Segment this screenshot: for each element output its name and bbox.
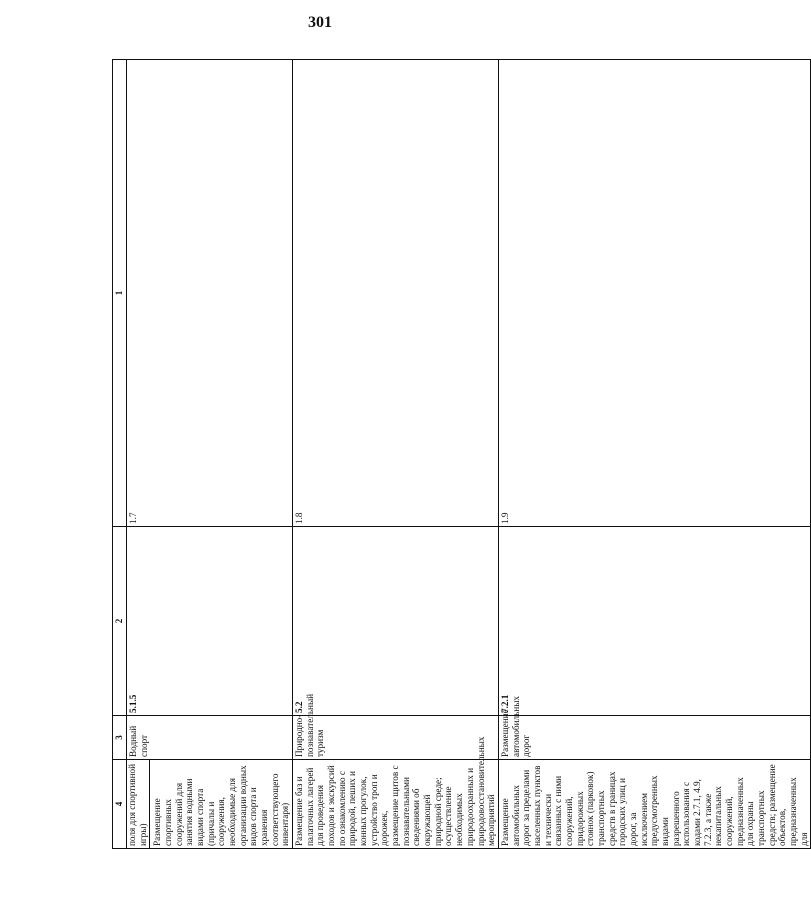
header-col-1: 1 [113, 60, 127, 527]
row-code: 7.2.1 [498, 527, 810, 716]
zoning-table [112, 59, 811, 849]
row-number: 1.8 [293, 60, 499, 527]
row-name: Размещение автомобильных дорог [498, 716, 810, 760]
rotated-table-wrapper [112, 60, 809, 849]
header-col-4: 4 [113, 760, 127, 849]
table-header-row [113, 60, 127, 849]
row-description [127, 760, 293, 849]
row-description: Размещение баз и палаточных лагерей для проведения походов и экскурсий по ознакомлению с природой, пеших и конных прогулок, устройство троп и дорожек, размещение щитов с познавательными сведениями об окружающей природной среде; осуществление необходимых природоохранных и природовосстановительных мероприятий [293, 760, 499, 849]
table-row [127, 60, 293, 849]
table-row [293, 60, 499, 849]
header-col-2: 2 [113, 527, 127, 716]
header-col-3: 3 [113, 716, 127, 760]
row-description-text: Размещение спортивных сооружений для занятия водными видами спорта (причалы и сооружения, необходимые для организации водных видов спорта и хранения соответствующего инвентаря) [152, 765, 291, 846]
row-name: Водный спорт [127, 716, 293, 760]
row-name: Природно-познавательный туризм [293, 716, 499, 760]
row-number: 1.9 [498, 60, 810, 527]
row-continuation: поля для спортивной игры) [127, 760, 150, 848]
table-row [498, 60, 810, 849]
page-number: 301 [308, 14, 332, 31]
row-code: 5.2 [293, 527, 499, 716]
row-code: 5.1.5 [127, 527, 293, 716]
row-number: 1.7 [127, 60, 293, 527]
row-description: Размещение автомобильных дорог за пределами населенных пунктов и технически связанных с ними сооружений, придорожных стоянок (парковок) транспортных средств в границах городских улиц и дорог, за исключением предусмотренных видами разрешенного использования с кодами 2.7.1, 4.9, 7.2.3, а также некапитальных сооружений, предназначенных для охраны транспортных средств; размещение объектов, предназначенных для [498, 760, 810, 849]
